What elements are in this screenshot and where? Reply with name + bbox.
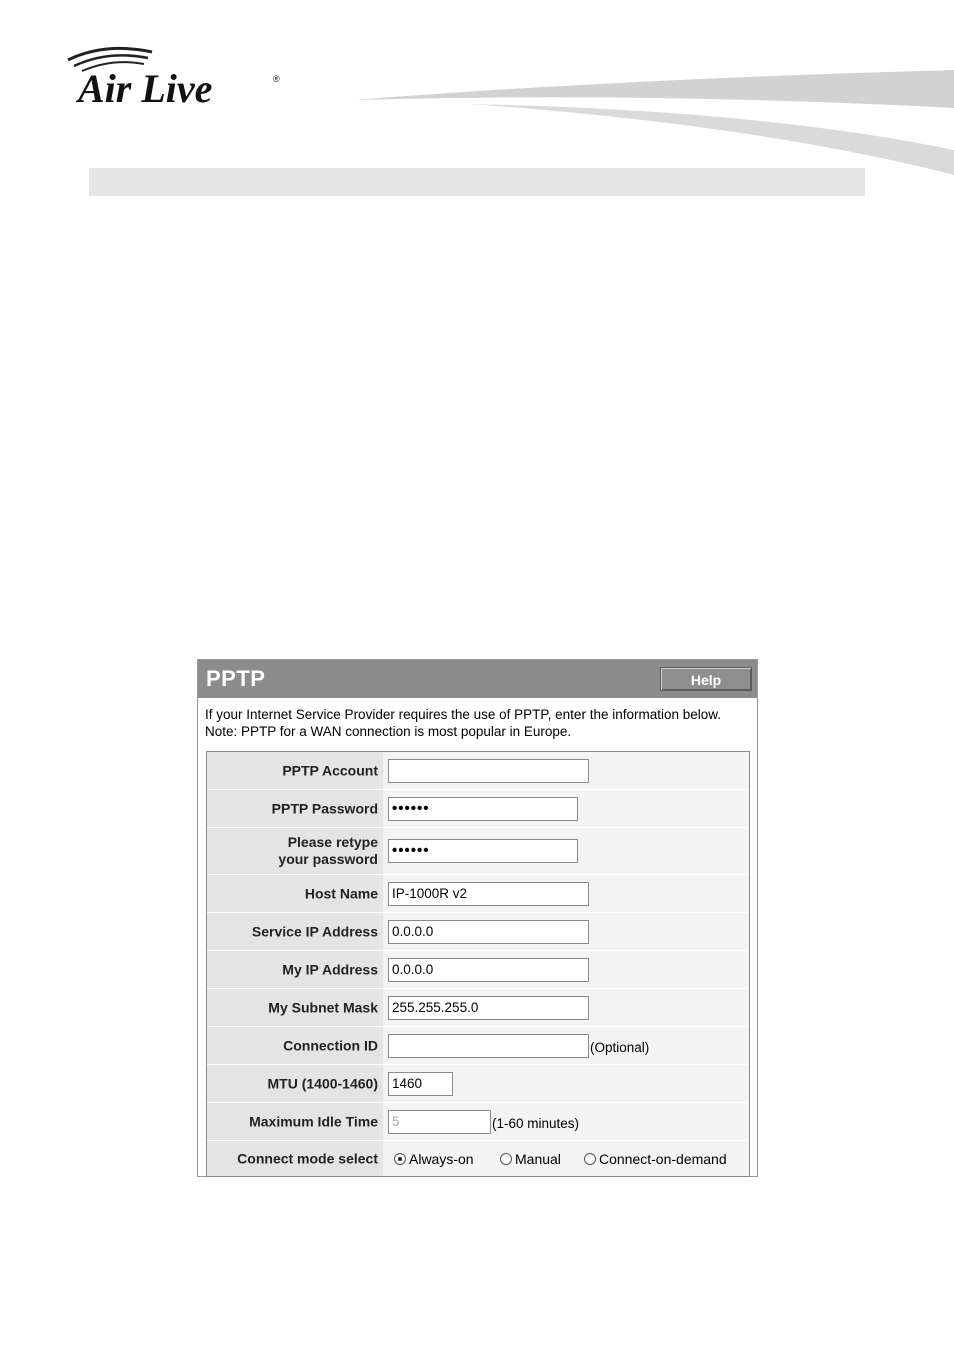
radio-manual[interactable] [500,1151,561,1167]
svg-text:®: ® [273,74,280,84]
intro-line-2: Note: PPTP for a WAN connection is most popular in Europe. [205,724,572,739]
my-ip-input[interactable]: 0.0.0.0 [388,958,589,982]
service-ip-input[interactable]: 0.0.0.0 [388,920,589,944]
radio-always-on-indicator[interactable] [394,1153,406,1165]
row-connect-mode [207,1141,749,1176]
subnet-mask-label: My Subnet Mask [268,999,378,1015]
svg-text:Air Live: Air Live [78,66,213,110]
retype-password-input[interactable]: •••••• [388,839,578,863]
pptp-form [206,751,750,1177]
idle-time-input[interactable]: 5 [388,1110,491,1134]
row-retype-password [207,828,749,875]
radio-connect-on-demand-label: Connect-on-demand [599,1150,727,1167]
pptp-account-input[interactable] [388,759,589,783]
host-name-label: Host Name [304,885,378,901]
host-name-input[interactable]: IP-1000R v2 [388,882,589,906]
service-ip-label: Service IP Address [251,923,378,939]
radio-connect-on-demand[interactable] [584,1151,727,1167]
my-ip-label: My IP Address [282,961,378,977]
intro-text [205,706,750,740]
subnet-mask-input[interactable]: 255.255.255.0 [388,996,589,1020]
pptp-account-label: PPTP Account [282,762,378,778]
intro-line-1: If your Internet Service Provider requires the use of PPTP, enter the information below. [205,707,722,722]
row-my-ip [207,951,749,989]
mtu-input[interactable]: 1460 [388,1072,453,1096]
panel-title: PPTP [206,666,266,691]
row-idle-time [207,1103,749,1141]
row-mtu [207,1065,749,1103]
row-pptp-account [207,752,749,790]
connection-id-hint: (Optional) [590,1039,650,1055]
idle-time-label: Maximum Idle Time [249,1113,378,1129]
radio-manual-indicator[interactable] [500,1153,512,1165]
pptp-panel [197,659,758,1177]
row-subnet-mask [207,989,749,1027]
mtu-label: MTU (1400-1460) [267,1075,378,1091]
pptp-password-label: PPTP Password [271,800,378,816]
row-host-name [207,875,749,913]
pptp-password-input[interactable]: •••••• [388,797,578,821]
airlive-logo [60,40,300,110]
row-service-ip [207,913,749,951]
connect-mode-label: Connect mode select [237,1150,378,1166]
retype-password-label: Please retype your password [278,834,378,867]
connection-id-label: Connection ID [283,1037,378,1053]
radio-always-on[interactable] [394,1151,474,1167]
row-pptp-password [207,790,749,828]
connection-id-input[interactable] [388,1034,589,1058]
idle-time-hint: (1-60 minutes) [492,1115,580,1131]
panel-header [198,660,757,698]
radio-manual-label: Manual [515,1150,561,1167]
section-header-bar [89,168,865,196]
radio-always-on-label: Always-on [409,1150,474,1167]
help-button[interactable]: Help [660,667,752,691]
row-connection-id [207,1027,749,1065]
radio-connect-on-demand-indicator[interactable] [584,1153,596,1165]
